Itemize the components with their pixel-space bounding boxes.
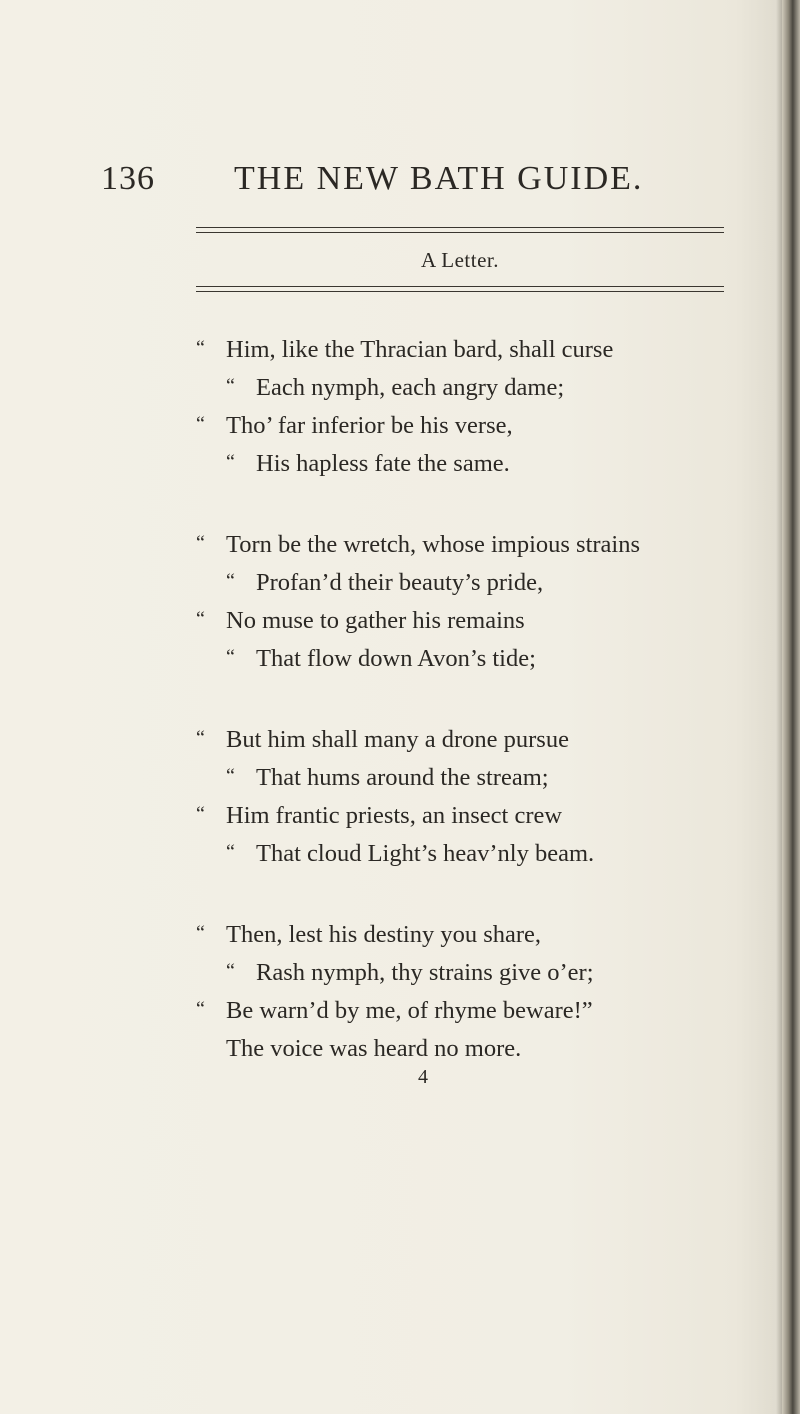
line-text: Be warn’d by me, of rhyme beware!” xyxy=(226,997,593,1024)
poem-line xyxy=(226,450,510,478)
poem-line xyxy=(196,607,525,635)
poem-line xyxy=(196,336,613,364)
section-heading: A Letter. xyxy=(421,248,499,272)
line-text: The voice was heard no more. xyxy=(226,1035,522,1062)
quote-mark: “ xyxy=(196,413,205,435)
poem-line xyxy=(226,1035,521,1063)
line-text: Each nymph, each angry dame; xyxy=(256,374,565,401)
poem-line xyxy=(226,569,543,597)
line-text: Tho’ far inferior be his verse, xyxy=(226,412,513,439)
line-text: Him frantic priests, an insect crew xyxy=(226,802,563,829)
header-rule-top-thin xyxy=(196,232,724,233)
quote-mark: “ xyxy=(196,998,205,1020)
poem-line xyxy=(196,531,640,559)
poem-line xyxy=(226,645,536,673)
line-text: That flow down Avon’s tide; xyxy=(256,645,536,672)
line-text: That cloud Light’s heav’nly beam. xyxy=(256,840,595,867)
line-text: That hums around the stream; xyxy=(256,764,549,791)
poem-line xyxy=(226,840,594,868)
quote-mark: “ xyxy=(226,960,235,982)
line-text: Him, like the Thracian bard, shall curse xyxy=(226,336,614,363)
quote-mark: “ xyxy=(226,765,235,787)
poem-line xyxy=(196,997,593,1025)
page-edge xyxy=(782,0,800,1414)
quote-mark: “ xyxy=(226,646,235,668)
line-text: Rash nymph, thy strains give o’er; xyxy=(256,959,594,986)
quote-mark: “ xyxy=(226,375,235,397)
quote-mark: “ xyxy=(226,451,235,473)
catchword: 4 xyxy=(418,1066,428,1088)
running-head xyxy=(101,160,741,210)
quote-mark: “ xyxy=(196,608,205,630)
line-text: No muse to gather his remains xyxy=(226,607,525,634)
poem-line xyxy=(196,921,541,949)
header-rule-bottom-thin xyxy=(196,291,724,292)
quote-mark: “ xyxy=(196,803,205,825)
quote-mark: “ xyxy=(196,922,205,944)
line-text: But him shall many a drone pursue xyxy=(226,726,569,753)
header-rule-top xyxy=(196,227,724,228)
book-title: THE NEW BATH GUIDE. xyxy=(234,160,644,197)
header-rule-bottom xyxy=(196,286,724,287)
line-text: Profan’d their beauty’s pride, xyxy=(256,569,544,596)
quote-mark: “ xyxy=(196,727,205,749)
page-number: 136 xyxy=(101,160,155,197)
line-text: Torn be the wretch, whose impious strains xyxy=(226,531,641,558)
poem-line xyxy=(196,802,562,830)
line-text: Then, lest his destiny you share, xyxy=(226,921,542,948)
quote-mark: “ xyxy=(226,570,235,592)
quote-mark: “ xyxy=(196,337,205,359)
quote-mark: “ xyxy=(226,841,235,863)
poem-line xyxy=(226,374,564,402)
poem-line xyxy=(196,412,513,440)
quote-mark: “ xyxy=(196,532,205,554)
poem-line xyxy=(226,959,594,987)
poem-line xyxy=(226,764,549,792)
poem-line xyxy=(196,726,569,754)
line-text: His hapless fate the same. xyxy=(256,450,510,477)
